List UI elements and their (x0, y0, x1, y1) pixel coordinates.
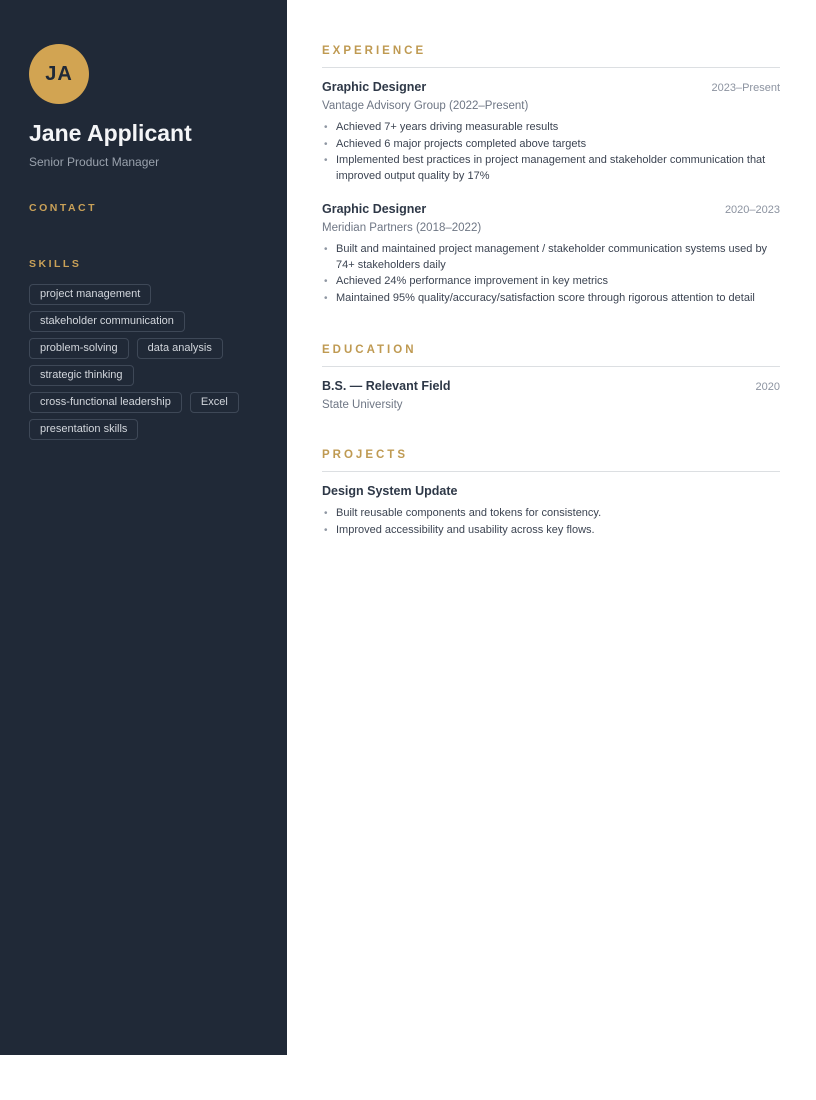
section-projects (322, 449, 780, 538)
project-bullet: • Improved accessibility and usability across key flows. (322, 523, 780, 539)
skill-tag: cross-functional leadership (29, 392, 182, 413)
sidebar (0, 0, 287, 1055)
school-name: State University (322, 399, 403, 411)
avatar-initials: JA (45, 62, 73, 85)
skill-tag: data analysis (137, 338, 223, 359)
job-title: Graphic Designer (322, 80, 427, 94)
skill-tag: Excel (190, 392, 239, 413)
skill-tag: problem-solving (29, 338, 129, 359)
job-bullet: • Maintained 95% quality/accuracy/satisfaction score through rigorous attention to detail (322, 291, 780, 307)
avatar (29, 44, 89, 104)
job-company: Meridian Partners (2018–2022) (322, 222, 482, 234)
main-content (287, 0, 816, 539)
person-name: Jane Applicant (29, 120, 192, 146)
job-bullet: • Achieved 6 major projects completed above targets (322, 137, 780, 153)
project-bullet: • Built reusable components and tokens for consistency. (322, 506, 780, 522)
job-bullet: • Achieved 7+ years driving measurable results (322, 120, 780, 136)
job-entry (322, 80, 780, 184)
contact-heading: CONTACT (29, 202, 98, 214)
experience-heading: EXPERIENCE (322, 45, 780, 68)
project-bullets (322, 506, 780, 538)
skill-tag: project management (29, 284, 151, 305)
education-heading: EDUCATION (322, 344, 780, 367)
job-header (322, 80, 780, 94)
skill-tag: stakeholder communication (29, 311, 185, 332)
job-bullets (322, 120, 780, 184)
job-bullet: • Implemented best practices in project management and stakeholder communication that improved output quality by 17% (322, 153, 780, 184)
skill-tag: strategic thinking (29, 365, 134, 386)
job-title: Graphic Designer (322, 202, 427, 216)
section-experience (322, 45, 780, 306)
project-title: Design System Update (322, 484, 458, 498)
section-education (322, 344, 780, 411)
job-header (322, 202, 780, 216)
job-entry (322, 202, 780, 306)
job-bullet: • Built and maintained project management / stakeholder communication systems used by 74+ stakeholders daily (322, 242, 780, 273)
projects-heading: PROJECTS (322, 449, 780, 472)
job-bullets (322, 242, 780, 306)
job-dates: 2020–2023 (724, 204, 780, 216)
degree-title: B.S. — Relevant Field (322, 379, 451, 393)
project-header (322, 484, 780, 498)
skill-tag: presentation skills (29, 419, 138, 440)
skills-heading: SKILLS (29, 258, 82, 270)
education-header (322, 379, 780, 393)
degree-date: 2020 (755, 381, 780, 393)
education-entry (322, 379, 780, 411)
skills-list (29, 284, 261, 440)
person-title: Senior Product Manager (29, 155, 160, 169)
project-entry (322, 484, 780, 538)
job-bullet: • Achieved 24% performance improvement in key metrics (322, 274, 780, 290)
job-dates: 2023–Present (711, 82, 780, 94)
job-company: Vantage Advisory Group (2022–Present) (322, 100, 529, 112)
